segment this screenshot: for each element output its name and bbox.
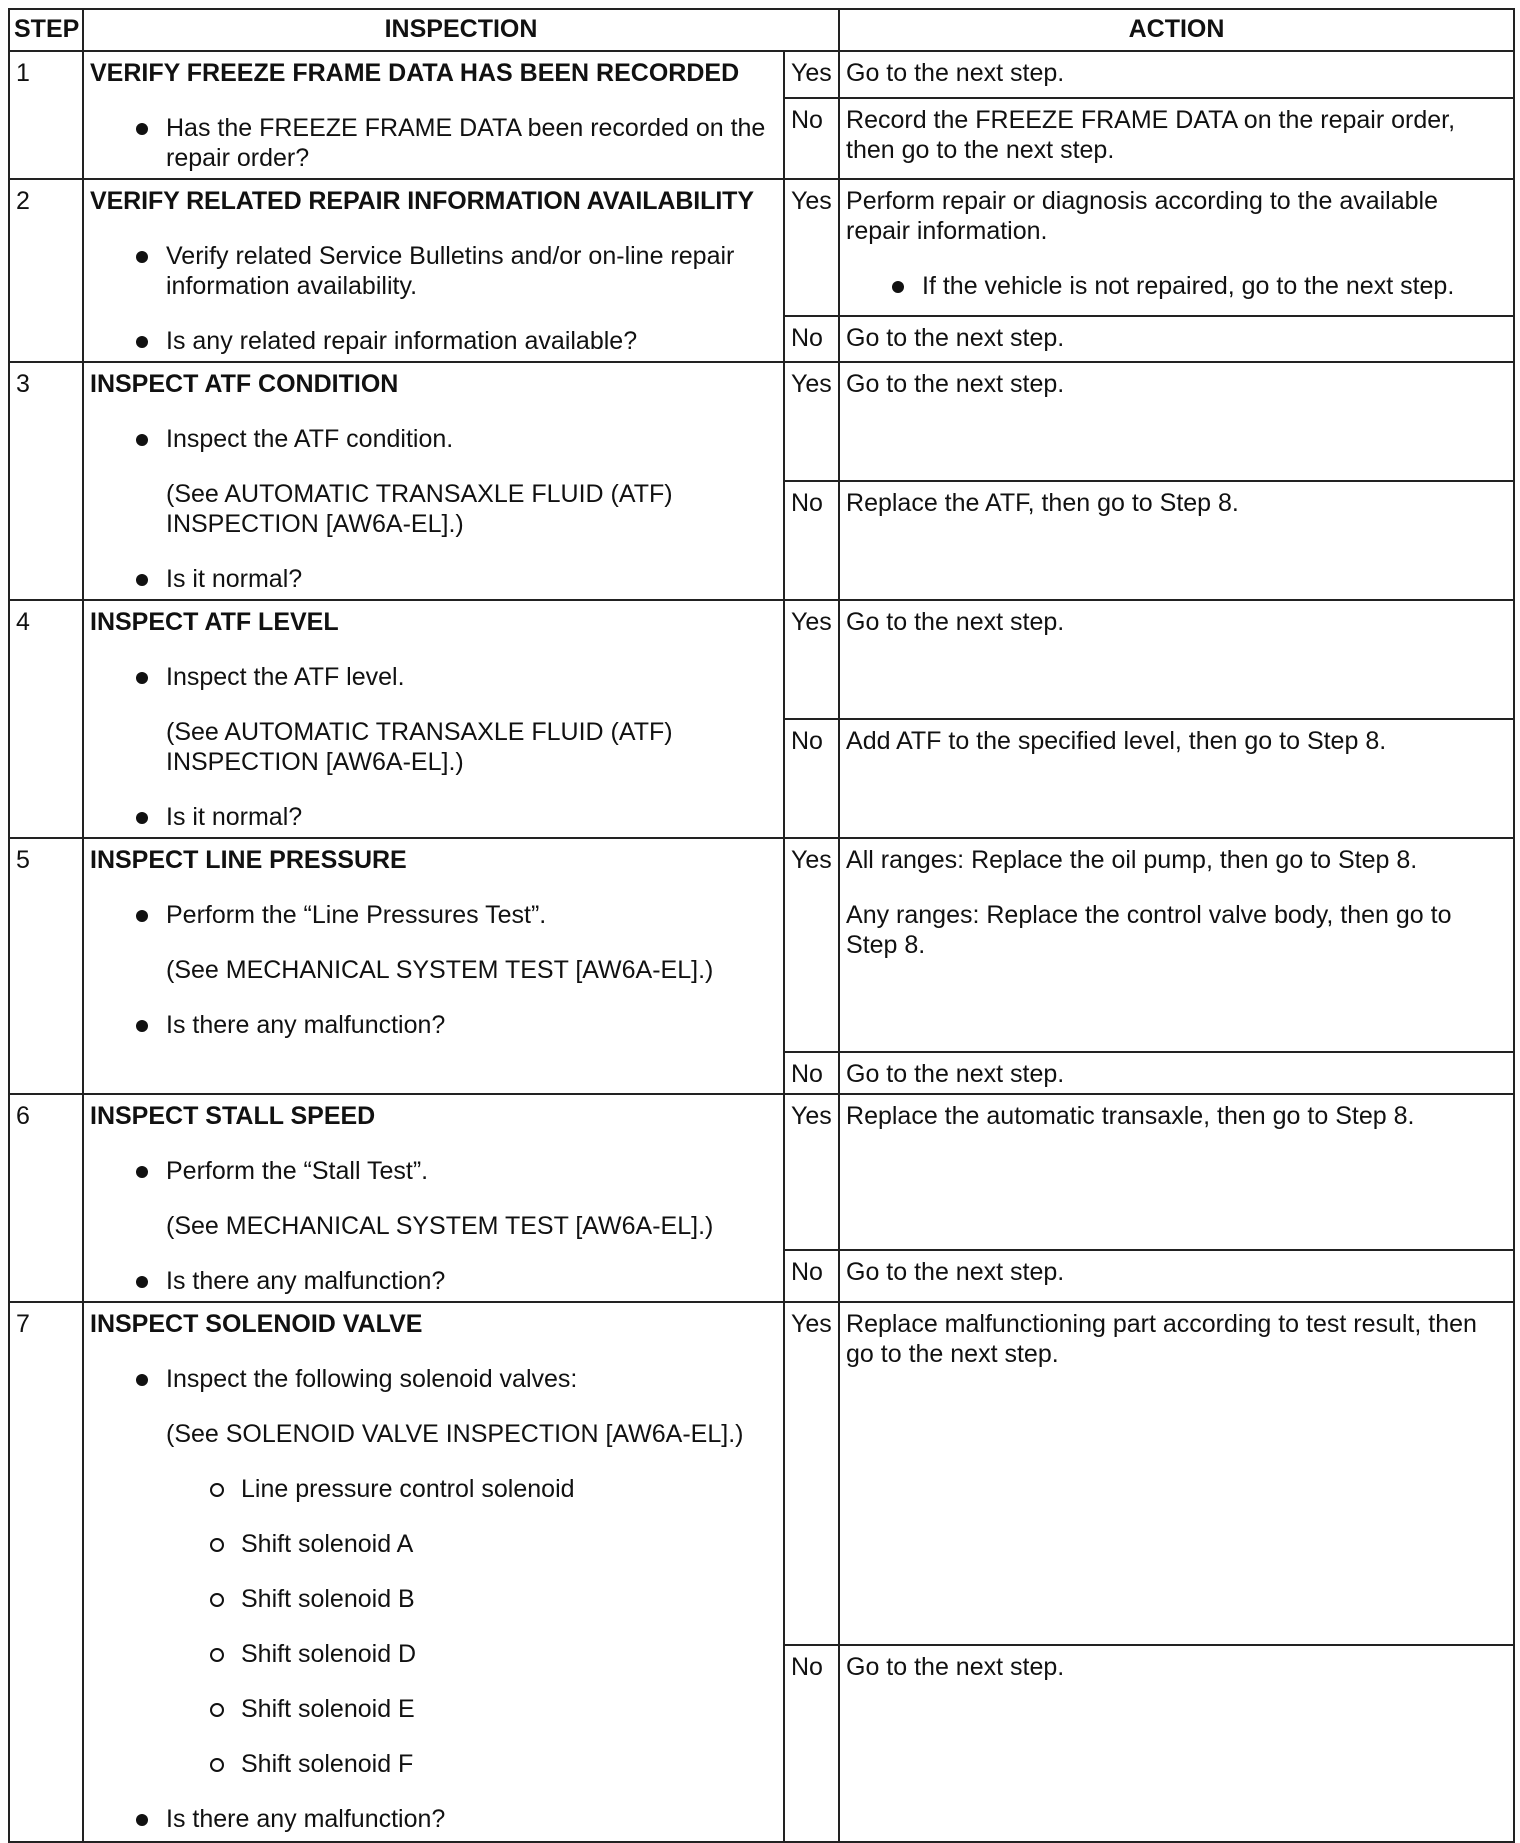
sub-item: Line pressure control solenoid: [90, 1474, 777, 1504]
step-number: 6: [9, 1094, 83, 1302]
step-4-inspection: [83, 600, 784, 838]
yes-action: All ranges: Replace the oil pump, then go to Step 8.: [846, 846, 1418, 874]
bullet-item: Is there any malfunction?: [90, 1266, 777, 1296]
yes-action-cell: [839, 838, 1514, 1052]
step-number: 1: [9, 51, 83, 179]
step-title: INSPECT ATF LEVEL: [90, 608, 339, 636]
step-number: 3: [9, 362, 83, 600]
step-title: INSPECT SOLENOID VALVE: [90, 1310, 423, 1338]
bullet-item: Perform the “Stall Test”.: [90, 1156, 777, 1186]
step-6-inspection: [83, 1094, 784, 1302]
no-label: No: [784, 1250, 839, 1302]
step-5-inspection: [83, 838, 784, 1094]
no-action: Record the FREEZE FRAME DATA on the repair order, then go to the next step.: [839, 98, 1514, 179]
reference-text: (See AUTOMATIC TRANSAXLE FLUID (ATF) INSPECTION [AW6A-EL].): [166, 480, 673, 538]
no-action: Go to the next step.: [839, 1645, 1514, 1842]
bullet-item: Inspect the ATF condition.: [90, 424, 777, 454]
step-title: VERIFY FREEZE FRAME DATA HAS BEEN RECORDED: [90, 59, 740, 87]
step-title: INSPECT LINE PRESSURE: [90, 846, 407, 874]
step-2-inspection: [83, 179, 784, 362]
diagnostic-table: [8, 8, 1515, 1843]
step-3-inspection: [83, 362, 784, 600]
step-number: 7: [9, 1302, 83, 1842]
yes-action-cell: [839, 179, 1514, 316]
bullet-item: Is it normal?: [90, 564, 777, 594]
sub-item: Shift solenoid D: [90, 1639, 777, 1669]
sub-item: Shift solenoid A: [90, 1529, 777, 1559]
no-action: Go to the next step.: [839, 1052, 1514, 1094]
no-label: No: [784, 1645, 839, 1842]
step-4-yes-row: [9, 600, 1514, 719]
yes-action: Go to the next step.: [839, 51, 1514, 98]
reference-text: (See AUTOMATIC TRANSAXLE FLUID (ATF) INSPECTION [AW6A-EL].): [166, 718, 673, 776]
step-6-yes-row: [9, 1094, 1514, 1250]
yes-action-bullet: If the vehicle is not repaired, go to the next step.: [846, 271, 1507, 301]
reference-text: (See SOLENOID VALVE INSPECTION [AW6A-EL].): [166, 1420, 744, 1448]
yes-label: Yes: [784, 600, 839, 719]
yes-action: Go to the next step.: [839, 600, 1514, 719]
reference-text: (See MECHANICAL SYSTEM TEST [AW6A-EL].): [166, 1212, 714, 1240]
no-label: No: [784, 98, 839, 179]
bullet-item: Is it normal?: [90, 802, 777, 832]
bullet-item: Verify related Service Bulletins and/or on-line repair information availability.: [90, 241, 777, 301]
yes-action-2: Any ranges: Replace the control valve body, then go to Step 8.: [846, 901, 1452, 959]
step-2-yes-row: [9, 179, 1514, 316]
step-1-yes-row: [9, 51, 1514, 98]
sub-item: Shift solenoid F: [90, 1749, 777, 1779]
no-action: Go to the next step.: [839, 316, 1514, 362]
no-action: Go to the next step.: [839, 1250, 1514, 1302]
bullet-item: Perform the “Line Pressures Test”.: [90, 900, 777, 930]
header-action: ACTION: [839, 9, 1514, 51]
no-action: Add ATF to the specified level, then go to Step 8.: [839, 719, 1514, 838]
bullet-item: Is there any malfunction?: [90, 1804, 777, 1834]
bullet-item: Has the FREEZE FRAME DATA been recorded on the repair order?: [90, 113, 777, 173]
no-label: No: [784, 316, 839, 362]
yes-label: Yes: [784, 1094, 839, 1250]
bullet-item: Is there any malfunction?: [90, 1010, 777, 1040]
no-label: No: [784, 1052, 839, 1094]
step-title: VERIFY RELATED REPAIR INFORMATION AVAILABILITY: [90, 187, 754, 215]
yes-action: Replace malfunctioning part according to test result, then go to the next step.: [839, 1302, 1514, 1645]
yes-label: Yes: [784, 362, 839, 481]
step-5-yes-row: [9, 838, 1514, 1052]
reference-text: (See MECHANICAL SYSTEM TEST [AW6A-EL].): [166, 956, 714, 984]
header-step: STEP: [9, 9, 83, 51]
step-3-yes-row: [9, 362, 1514, 481]
step-number: 4: [9, 600, 83, 838]
no-label: No: [784, 719, 839, 838]
header-inspection: INSPECTION: [83, 9, 839, 51]
step-title: INSPECT STALL SPEED: [90, 1102, 376, 1130]
bullet-item: Is any related repair information available?: [90, 326, 777, 356]
yes-label: Yes: [784, 179, 839, 316]
no-label: No: [784, 481, 839, 600]
no-action: Replace the ATF, then go to Step 8.: [839, 481, 1514, 600]
step-title: INSPECT ATF CONDITION: [90, 370, 399, 398]
step-number: 2: [9, 179, 83, 362]
yes-action: Perform repair or diagnosis according to the available repair information.: [846, 187, 1438, 245]
step-number: 5: [9, 838, 83, 1094]
bullet-item: Inspect the ATF level.: [90, 662, 777, 692]
sub-item: Shift solenoid E: [90, 1694, 777, 1724]
yes-label: Yes: [784, 51, 839, 98]
bullet-item: Inspect the following solenoid valves:: [90, 1364, 777, 1394]
step-7-yes-row: [9, 1302, 1514, 1645]
step-1-inspection: [83, 51, 784, 179]
yes-label: Yes: [784, 838, 839, 1052]
yes-action: Replace the automatic transaxle, then go to Step 8.: [839, 1094, 1514, 1250]
step-7-inspection: [83, 1302, 784, 1842]
yes-label: Yes: [784, 1302, 839, 1645]
header-row: [9, 9, 1514, 51]
sub-item: Shift solenoid B: [90, 1584, 777, 1614]
yes-action: Go to the next step.: [839, 362, 1514, 481]
